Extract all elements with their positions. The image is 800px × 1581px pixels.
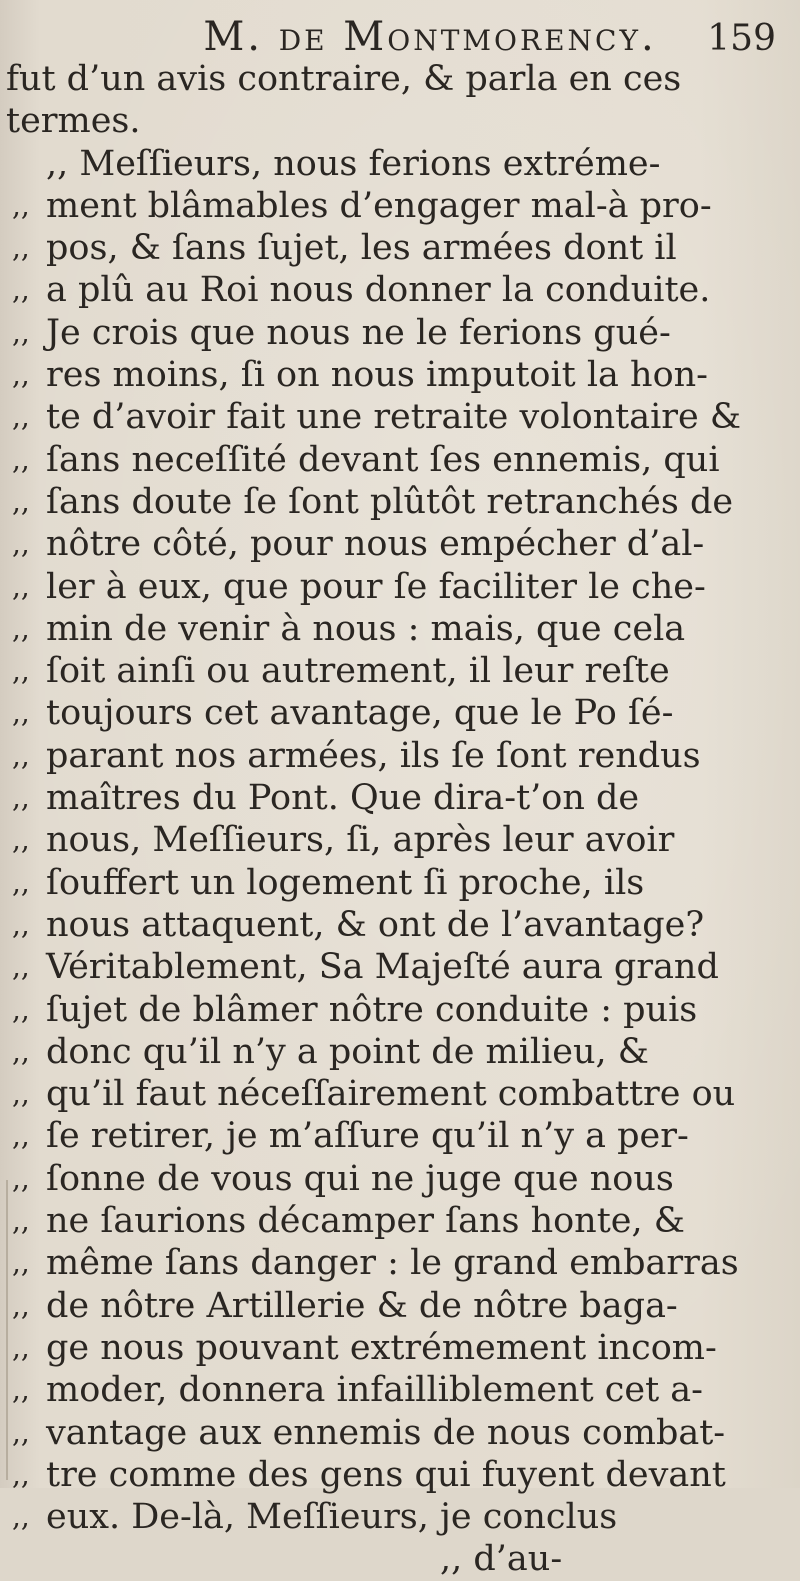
line-text: ler à eux, que pour ſe faciliter le che- (46, 566, 706, 607)
quote-mark: ,, (12, 1119, 30, 1153)
text-line (0, 608, 800, 650)
line-text: tre comme des gens qui fuyent devant (46, 1454, 726, 1495)
text-line (0, 1115, 800, 1157)
text-line (0, 566, 800, 608)
quote-mark: ,, (12, 1457, 30, 1491)
catchword: ,, d’au- (440, 1539, 563, 1580)
text-line (0, 58, 800, 100)
line-text: nôtre côté, pour nous empécher d’al- (46, 524, 705, 565)
text-line (0, 1073, 800, 1115)
quote-mark: ,, (12, 1204, 30, 1238)
line-text: eux. De-là, Meſſieurs, je conclus (46, 1497, 618, 1538)
text-line (0, 946, 800, 988)
text-line (0, 735, 800, 777)
line-text: maîtres du Pont. Que dira-t’on de (46, 778, 640, 819)
quote-mark: ,, (12, 358, 30, 392)
text-line (0, 1200, 800, 1242)
quote-mark: ,, (12, 611, 30, 645)
line-text: moder, donnera infailliblement cet a- (46, 1370, 703, 1411)
catchword-line (0, 1538, 800, 1580)
text-line (0, 439, 800, 481)
text-line (0, 1242, 800, 1284)
quote-mark: ,, (12, 484, 30, 518)
body-text (0, 58, 800, 1581)
text-line (0, 269, 800, 311)
quote-mark: ,, (12, 907, 30, 941)
line-text: même ſans danger : le grand embarras (46, 1243, 739, 1284)
quote-mark: ,, (12, 865, 30, 899)
line-text: vantage aux ennemis de nous combat- (46, 1412, 726, 1453)
line-text: min de venir à nous : mais, que cela (46, 608, 686, 649)
line-text: ,, Meſſieurs, nous ferions extréme- (46, 143, 661, 184)
quote-mark: ,, (12, 1373, 30, 1407)
line-text: ſans doute ſe ſont plûtôt retranchés de (46, 481, 734, 522)
quote-mark: ,, (12, 188, 30, 222)
text-line (0, 1158, 800, 1200)
line-text: Je crois que nous ne le ferions gué- (46, 312, 671, 353)
line-text: termes. (6, 101, 141, 142)
line-text: ſouffert un logement ſi proche, ils (46, 862, 645, 903)
quote-mark: ,, (12, 400, 30, 434)
text-line (0, 650, 800, 692)
line-text: nous, Meſſieurs, ſi, après leur avoir (46, 820, 675, 861)
text-line (0, 1454, 800, 1496)
line-text: ge nous pouvant extrémement incom- (46, 1327, 717, 1368)
quote-mark: ,, (12, 1288, 30, 1322)
quote-mark: ,, (12, 1330, 30, 1364)
text-line (0, 1412, 800, 1454)
text-line (0, 1496, 800, 1538)
quote-mark: ,, (12, 315, 30, 349)
text-line (0, 819, 800, 861)
line-text: qu’il faut néceſſairement combattre ou (46, 1074, 736, 1115)
quote-mark: ,, (12, 696, 30, 730)
line-text: ment blâmables d’engager mal-à pro- (46, 185, 712, 226)
line-text: donc qu’il n’y a point de milieu, & (46, 1031, 649, 1072)
text-line (0, 862, 800, 904)
quote-mark: ,, (12, 950, 30, 984)
text-line (0, 185, 800, 227)
text-line (0, 227, 800, 269)
line-text: de nôtre Artillerie & de nôtre baga- (46, 1285, 678, 1326)
text-line (0, 989, 800, 1031)
text-line (0, 396, 800, 438)
quote-mark: ,, (12, 1415, 30, 1449)
quote-mark: ,, (12, 442, 30, 476)
line-text: Véritablement, Sa Majeſté aura grand (46, 947, 719, 988)
line-text: ſujet de blâmer nôtre conduite : puis (46, 989, 698, 1030)
text-line (0, 312, 800, 354)
line-text: toujours cet avantage, que le Po ſé- (46, 693, 674, 734)
running-title: M. de Montmorency. (203, 14, 657, 60)
line-text: ſans neceſſité devant ſes ennemis, qui (46, 439, 720, 480)
quote-mark: ,, (12, 1246, 30, 1280)
page-number: 159 (707, 18, 776, 59)
line-text: ſonne de vous qui ne juge que nous (46, 1158, 674, 1199)
quote-mark: ,, (12, 738, 30, 772)
quote-mark: ,, (12, 569, 30, 603)
quote-mark: ,, (12, 1161, 30, 1195)
quote-mark: ,, (12, 1034, 30, 1068)
page-header (0, 10, 800, 60)
line-text: ſoit ainſi ou autrement, il leur reſte (46, 651, 670, 692)
quote-mark: ,, (12, 823, 30, 857)
quote-mark: ,, (12, 1500, 30, 1534)
text-line (0, 904, 800, 946)
text-line (0, 692, 800, 734)
quote-mark: ,, (12, 273, 30, 307)
line-text: pos, & ſans ſujet, les armées dont il (46, 228, 677, 269)
line-text: a plû au Roi nous donner la conduite. (46, 270, 711, 311)
quote-mark: ,, (12, 781, 30, 815)
line-text: ne ſaurions décamper ſans honte, & (46, 1201, 685, 1242)
line-text: ſe retirer, je m’aſſure qu’il n’y a per- (46, 1116, 689, 1157)
text-line (0, 481, 800, 523)
line-text: te d’avoir fait une retraite volontaire & (46, 397, 742, 438)
line-text: fut d’un avis contraire, & parla en ces (6, 59, 682, 99)
text-line (0, 523, 800, 565)
line-text: res moins, ſi on nous imputoit la hon- (46, 355, 709, 396)
text-line (0, 1327, 800, 1369)
quote-mark: ,, (12, 1077, 30, 1111)
text-line (0, 777, 800, 819)
quote-mark: ,, (12, 231, 30, 265)
quote-mark: ,, (12, 654, 30, 688)
quote-mark: ,, (12, 992, 30, 1026)
text-line (0, 1031, 800, 1073)
line-text: nous attaquent, & ont de l’avantage? (46, 904, 705, 945)
line-text: parant nos armées, ils ſe ſont rendus (46, 735, 701, 776)
text-line (0, 1285, 800, 1327)
text-line (0, 100, 800, 142)
text-line (0, 1369, 800, 1411)
quote-mark: ,, (12, 527, 30, 561)
text-line (0, 143, 800, 185)
text-line (0, 354, 800, 396)
